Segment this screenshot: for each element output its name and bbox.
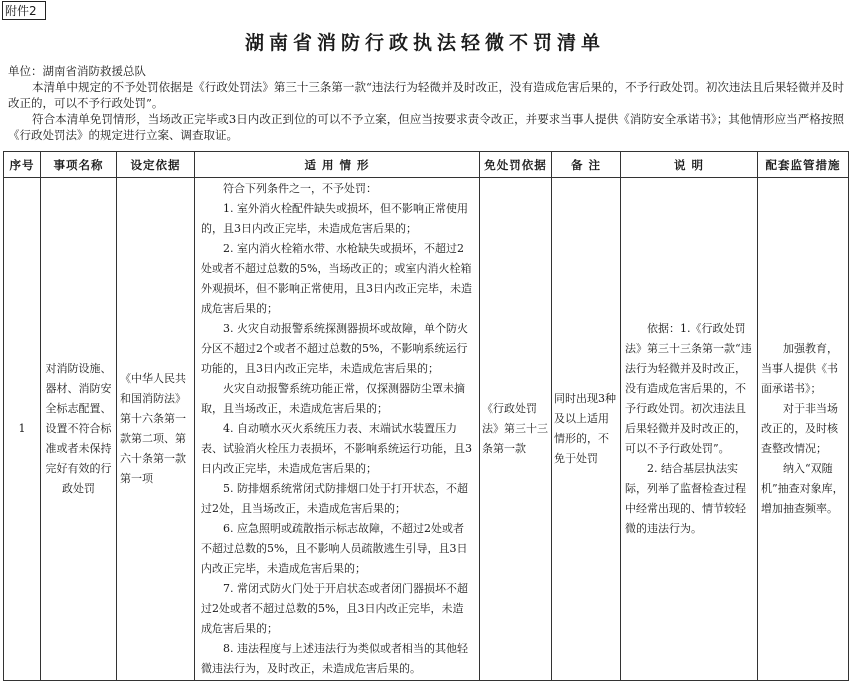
- intro-paragraph-1: 本清单中规定的不予处罚依据是《行政处罚法》第三十三条第一款“违法行为轻微并及时改正，没有造成危害后果的，不予行政处罚。初次违法且后果轻微并及时改正的，可以不予行政处罚”。: [8, 80, 844, 110]
- row-basis: 《中华人民共和国消防法》第十六条第一款第二项、第六十条第一款第一项: [117, 178, 195, 681]
- header-measure: 配套监管措施: [758, 152, 849, 178]
- header-remark: 备 注: [552, 152, 621, 178]
- case-3b: 火灾自动报警系统功能正常，仅探测器防尘罩未摘取，且当场改正，未造成危害后果的；: [201, 382, 465, 415]
- case-2: 2. 室内消火栓箱水带、水枪缺失或损坏，不超过2处或者不超过总数的5%，当场改正的；或室内消火栓箱外观损坏，但不影响正常使用，且3日内改正完毕，未造成危害后果的；: [201, 242, 472, 315]
- table-row: [4, 178, 849, 681]
- case-intro: 符合下列条件之一，不予处罚：: [223, 182, 377, 195]
- header-no: 序号: [4, 152, 41, 178]
- case-3: 3. 火灾自动报警系统探测器损坏或故障，单个防火分区不超过2个或者不超过总数的5%，不影响系统运行功能的，且3日内改正完毕，未造成危害后果的；: [201, 322, 468, 375]
- row-cases: [195, 178, 480, 681]
- row-remark: 同时出现3种及以上适用情形的，不免于处罚: [552, 178, 621, 681]
- intro-paragraph-2: 符合本清单免罚情形，当场改正完毕或3日内改正到位的可以不予立案，但应当按要求责令改正，并要求当事人提供《消防安全承诺书》；其他情形应当严格按照《行政处罚法》的规定进行立案、调查取证。: [8, 112, 844, 142]
- measure-1: 加强教育，当事人提供《书面承诺书》；: [761, 342, 838, 395]
- case-6: 6. 应急照明或疏散指示标志故障，不超过2处或者不超过总数的5%，且不影响人员疏散逃生引导，且3日内改正完毕，未造成危害后果的；: [201, 522, 468, 575]
- case-8: 8. 违法程度与上述违法行为类似或者相当的其他轻微违法行为，及时改正，未造成危害后果的。: [201, 642, 468, 675]
- row-item-name: 对消防设施、器材、消防安全标志配置、设置不符合标准或者未保持完好有效的行政处罚: [41, 178, 117, 681]
- row-no: 1: [4, 178, 41, 681]
- header-basis: 设定依据: [117, 152, 195, 178]
- table-header-row: [4, 152, 849, 178]
- header-cases: 适 用 情 形: [195, 152, 480, 178]
- measure-3: 纳入“双随机”抽查对象库，增加抽查频率。: [761, 462, 844, 515]
- row-exempt-basis: 《行政处罚法》第三十三条第一款: [480, 178, 552, 681]
- case-4: 4. 自动喷水灭火系统压力表、末端试水装置压力表、试验消火栓压力表损坏，不影响系统运行功能，且3日内改正完毕，未造成危害后果的；: [201, 422, 472, 475]
- explain-1: 依据：1.《行政处罚法》第三十三条第一款“违法行为轻微并及时改正，没有造成危害后果的，不予行政处罚。初次违法且后果轻微并及时改正的，可以不予行政处罚”。: [625, 322, 752, 455]
- measure-2: 对于非当场改正的，及时核查整改情况；: [761, 402, 838, 455]
- row-explain: [621, 178, 758, 681]
- page-title: 湖南省消防行政执法轻微不罚清单: [244, 32, 605, 54]
- unit-line: 单位：湖南省消防救援总队: [8, 64, 146, 78]
- header-exempt: 免处罚依据: [480, 152, 552, 178]
- header-explain: 说 明: [621, 152, 758, 178]
- row-measures: [758, 178, 849, 681]
- case-5: 5. 防排烟系统常闭式防排烟口处于打开状态，不超过2处，且当场改正，未造成危害后果的；: [201, 482, 468, 515]
- case-1: 1. 室外消火栓配件缺失或损坏，但不影响正常使用的，且3日内改正完毕，未造成危害后果的；: [201, 202, 468, 235]
- case-7: 7. 常闭式防火门处于开启状态或者闭门器损坏不超过2处或者不超过总数的5%，且3日内改正完毕，未造成危害后果的；: [201, 582, 468, 635]
- header-name: 事项名称: [41, 152, 117, 178]
- exemption-table: [3, 151, 849, 681]
- explain-2: 2. 结合基层执法实际，列举了监督检查过程中经常出现的、情节较轻微的违法行为。: [625, 462, 746, 535]
- attachment-label: 附件2: [2, 1, 46, 20]
